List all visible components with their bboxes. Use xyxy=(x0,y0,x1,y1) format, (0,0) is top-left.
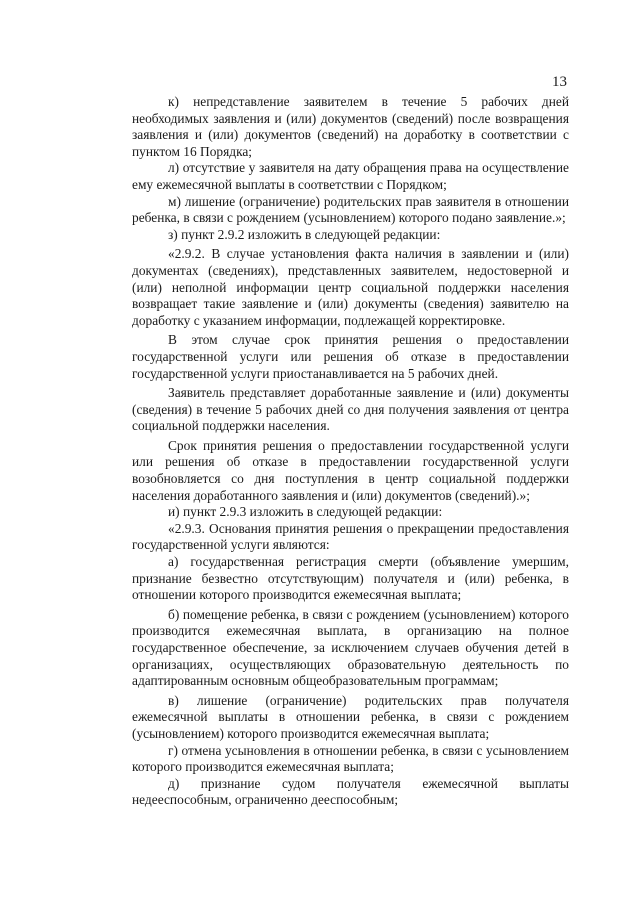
paragraph-suspension: В этом случае срок принятия решения о предоставлении государственной услуги или решения об отказе в предоставлении государственной услуги приостанавливается на 5 рабочих дней. xyxy=(132,332,569,381)
paragraph-a: а) государственная регистрация смерти (объявление умершим, признание безвестно отсутствующим) получателя и (или) ребенка, в отношении которого производится ежемесячная выплата; xyxy=(132,554,569,603)
paragraph-applicant: Заявитель представляет доработанные заявление и (или) документы (сведения) в течение 5 рабочих дней со дня получения заявления от центра социальной поддержки населения. xyxy=(132,385,569,434)
paragraph-i: и) пункт 2.9.3 изложить в следующей редакции: xyxy=(168,504,443,520)
paragraph-l: л) отсутствие у заявителя на дату обращения права на осуществление ему ежемесячной выплаты в соответствии с Порядком; xyxy=(132,160,569,192)
paragraph-k: к) непредставление заявителем в течение 5 рабочих дней необходимых заявления и (или) документов (сведений) после возвращения заявления и (или) документов (сведений) на доработку в соответствии с пунктом 16 Порядка; xyxy=(132,94,569,159)
paragraph-g: г) отмена усыновления в отношении ребенка, в связи с усыновлением которого производится ежемесячная выплата; xyxy=(132,742,569,775)
paragraph-v: в) лишение (ограничение) родительских прав получателя ежемесячной выплаты в отношении ребенка, в связи с рождением (усыновлением) которого производится ежемесячная выплата; xyxy=(132,692,569,741)
document-body xyxy=(132,94,569,809)
paragraph-z: з) пункт 2.9.2 изложить в следующей редакции: xyxy=(168,226,441,242)
paragraph-2-9-2: «2.9.2. В случае установления факта наличия в заявлении и (или) документах (сведениях), представленных заявителем, недостоверной и (или) неполной информации центр социальной поддержки населения возвращает такие заявление и (или) документы (сведения) заявителю на доработку с указанием информации, подлежащей корректировке. xyxy=(132,246,569,328)
paragraph-2-9-3: «2.9.3. Основания принятия решения о прекращении предоставления государственной услуги являются: xyxy=(132,520,569,553)
paragraph-b: б) помещение ребенка, в связи с рождением (усыновлением) которого производится ежемесячная выплата, в организацию на полное государственное обеспечение, за исключением случаев обучения детей в организациях, осуществляющих образовательную деятельность по адаптированным основным общеобразовательным программам; xyxy=(132,606,569,689)
paragraph-m: м) лишение (ограничение) родительских прав заявителя в отношении ребенка, в связи с рождением (усыновлением) которого подано заявление.»; xyxy=(132,193,569,226)
paragraph-resumption: Срок принятия решения о предоставлении государственной услуги или решения об отказе в предоставлении государственной услуги возобновляется со дня поступления в центр социальной поддержки населения доработанного заявления и (или) документов (сведений).»; xyxy=(132,437,569,503)
page-number: 13 xyxy=(552,74,567,90)
paragraph-d: д) признание судом получателя ежемесячной выплаты недееспособным, ограниченно дееспособным; xyxy=(132,775,569,808)
